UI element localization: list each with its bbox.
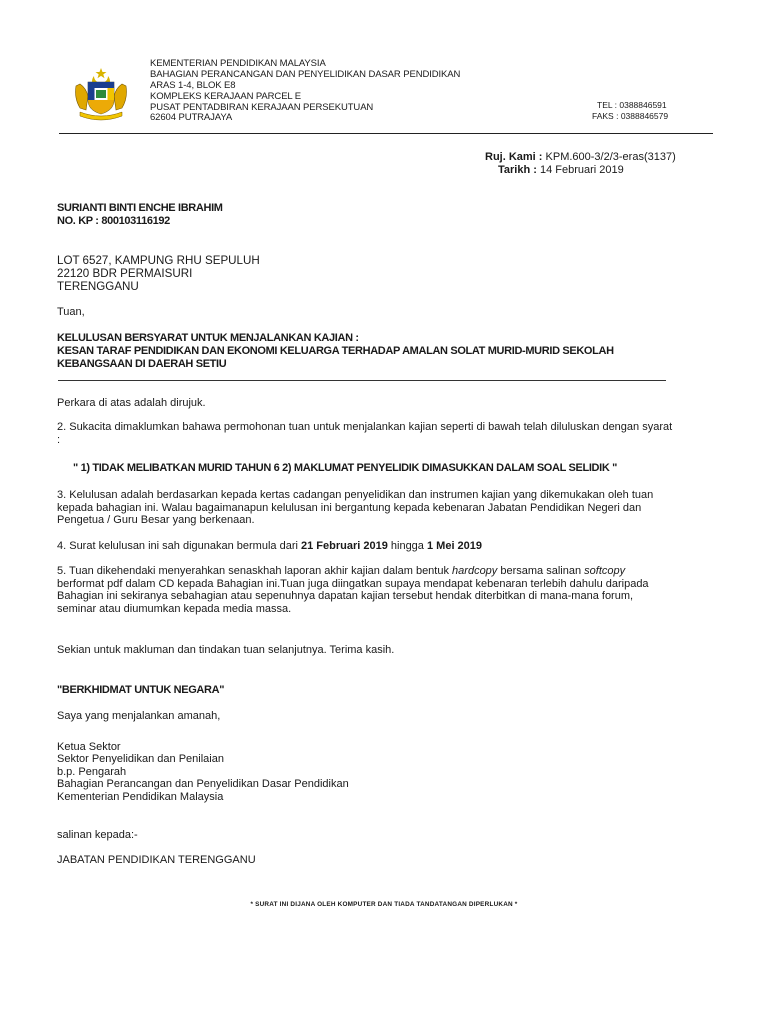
address-line-2: KOMPLEKS KERAJAAN PARCEL E	[150, 91, 302, 102]
hardcopy-term: hardcopy	[452, 565, 498, 577]
telephone: TEL : 0388846591	[597, 100, 667, 110]
paragraph-5-text: 5. Tuan dikehendaki menyerahkan senaskhah laporan akhir kajian dalam bentuk	[57, 565, 453, 577]
ministry-name: KEMENTERIAN PENDIDIKAN MALAYSIA	[150, 58, 326, 69]
recipient-address-line: TERENGGANU	[57, 280, 139, 293]
salutation: Tuan,	[57, 306, 85, 318]
paragraph-5-text: bersama salinan	[497, 565, 585, 577]
signatory-line: Kementerian Pendidikan Malaysia	[57, 791, 224, 803]
validity-prefix: 4. Surat kelulusan ini sah digunakan bermula dari	[57, 540, 301, 552]
date-value: 14 Februari 2019	[539, 164, 624, 176]
validity-start-date: 21 Februari 2019	[300, 540, 388, 552]
paragraph-1: Perkara di atas adalah dirujuk.	[57, 397, 206, 409]
signatory-line: Sektor Penyelidikan dan Penilaian	[57, 753, 224, 765]
malaysia-coat-of-arms-icon	[70, 66, 132, 122]
paragraph-4	[57, 540, 677, 553]
date-label: Tarikh :	[498, 164, 537, 176]
amanah-line: Saya yang menjalankan amanah,	[57, 710, 221, 722]
subject-line: KELULUSAN BERSYARAT UNTUK MENJALANKAN KAJIAN :	[57, 332, 359, 344]
signatory-line: Bahagian Perancangan dan Penyelidikan Dasar Pendidikan	[57, 778, 349, 790]
subject-line: KEBANGSAAN DI DAERAH SETIU	[57, 358, 227, 370]
signatory-line: Ketua Sektor	[57, 741, 121, 753]
validity-end-date: 1 Mei 2019	[426, 540, 483, 552]
header-divider	[59, 133, 713, 134]
recipient-address-line: LOT 6527, KAMPUNG RHU SEPULUH	[57, 254, 260, 267]
paragraph-3: 3. Kelulusan adalah berdasarkan kepada kertas cadangan penyelidikan dan instrumen kajian yang dikemukakan oleh tuan kepada bahagian ini. Walau bagaimanapun kelulusan ini bergantung kepada kebenaran Jabatan Pendidikan Negeri dan Pengetua / Guru Besar yang berkenaan.	[57, 489, 654, 527]
address-line-4: 62604 PUTRAJAYA	[150, 112, 233, 123]
reference-number-row	[485, 151, 676, 164]
validity-mid: hingga	[387, 540, 427, 552]
recipient-ic: NO. KP : 800103116192	[57, 215, 170, 227]
paragraph-5	[57, 565, 669, 615]
address-line-3: PUSAT PENTADBIRAN KERAJAAN PERSEKUTUAN	[150, 102, 374, 113]
reference-label: Ruj. Kami :	[485, 151, 543, 163]
date-row	[498, 164, 624, 177]
address-line-1: ARAS 1-4, BLOK E8	[150, 80, 236, 91]
computer-generated-notice: * SURAT INI DIJANA OLEH KOMPUTER DAN TIADA TANDATANGAN DIPERLUKAN *	[250, 901, 518, 908]
subject-line: KESAN TARAF PENDIDIKAN DAN EKONOMI KELUARGA TERHADAP AMALAN SOLAT MURID-MURID SEKOLAH	[57, 345, 614, 357]
paragraph-5-text: berformat pdf dalam CD kepada Bahagian ini.Tuan juga diingatkan supaya mendapat kebenaran terlebih dahulu daripada Bahagian ini sekiranya sebahagian atau sepenuhnya dapatan kajian tersebut hendak diterbitkan di mana-mana forum, seminar atau diumumkan kepada media massa.	[57, 577, 649, 615]
division-name: BAHAGIAN PERANCANGAN DAN PENYELIDIKAN DASAR PENDIDIKAN	[150, 69, 461, 80]
paragraph-2: 2. Sukacita dimaklumkan bahawa permohonan tuan untuk menjalankan kajian seperti di bawah telah diluluskan dengan syarat :	[57, 421, 673, 446]
fax: FAKS : 0388846579	[592, 111, 669, 121]
approval-conditions: " 1) TIDAK MELIBATKAN MURID TAHUN 6 2) MAKLUMAT PENYELIDIK DIMASUKKAN DALAM SOAL SELIDIK "	[73, 462, 617, 474]
recipient-address-line: 22120 BDR PERMAISURI	[57, 267, 193, 280]
softcopy-term: softcopy	[584, 565, 626, 577]
subject-underline	[58, 380, 666, 381]
cc-label: salinan kepada:-	[57, 829, 138, 841]
signatory-line: b.p. Pengarah	[57, 766, 127, 778]
paragraph-6: Sekian untuk makluman dan tindakan tuan selanjutnya. Terima kasih.	[57, 644, 395, 656]
reference-value: KPM.600-3/2/3-eras(3137)	[545, 151, 676, 163]
motto: "BERKHIDMAT UNTUK NEGARA"	[57, 684, 225, 696]
recipient-name: SURIANTI BINTI ENCHE IBRAHIM	[57, 202, 223, 214]
cc-recipient: JABATAN PENDIDIKAN TERENGGANU	[57, 854, 256, 866]
